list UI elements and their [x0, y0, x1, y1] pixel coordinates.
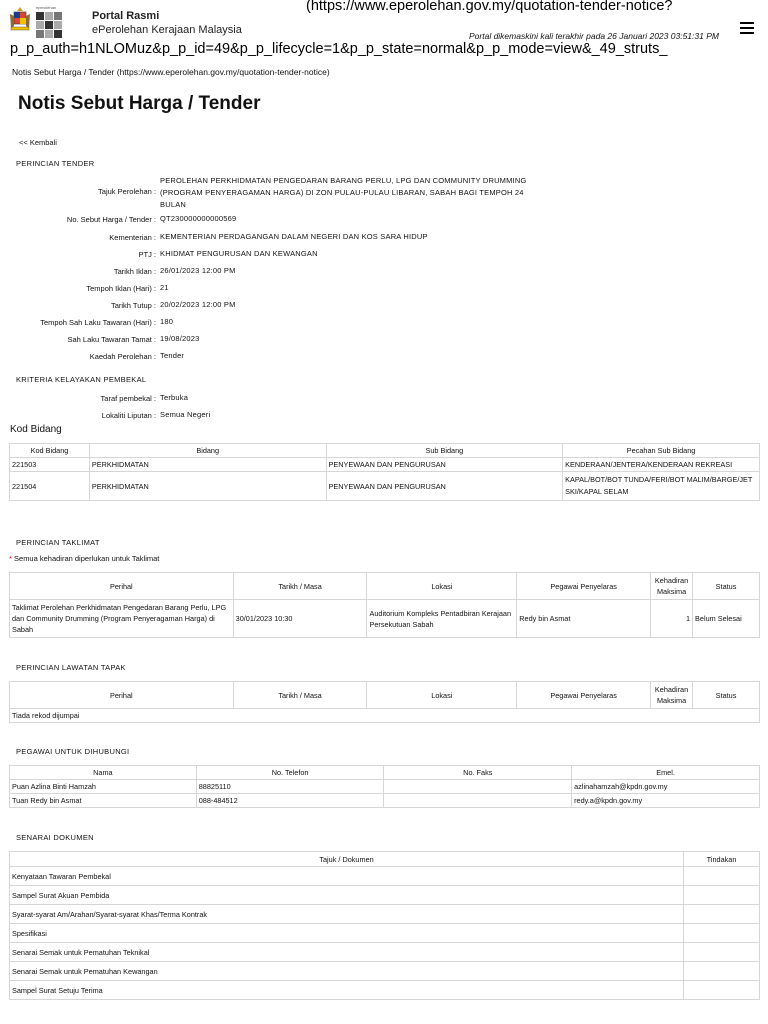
column-header: Sub Bidang — [326, 444, 563, 458]
value-ptj: KHIDMAT PENGURUSAN DAN KEWANGAN — [160, 249, 318, 258]
value-tarikh-iklan: 26/01/2023 12:00 PM — [160, 266, 236, 275]
section-heading-taklimat: PERINCIAN TAKLIMAT — [16, 538, 100, 547]
value-tajuk-perolehan: PEROLEHAN PERKHIDMATAN PENGEDARAN BARANG PERLU, LPG DAN COMMUNITY DRUMMING (PROGRAM PENYERAGAMAN HARGA) DI ZON PULAU-PULAU LIBARAN, SABAH BAGI TEMPOH 24 BULAN — [160, 176, 527, 209]
document-action[interactable] — [684, 886, 760, 905]
label-kaedah-perolehan: Kaedah Perolehan : — [89, 352, 156, 361]
table-header-row — [10, 573, 760, 600]
table-row — [10, 981, 760, 1000]
pegawai-table — [9, 765, 760, 808]
table-cell: KENDERAAN/JENTERA/KENDERAAN REKREASI — [563, 458, 760, 472]
value-kaedah-perolehan: Tender — [160, 351, 185, 360]
section-heading-dokumen: SENARAI DOKUMEN — [16, 833, 94, 842]
table-row — [10, 962, 760, 981]
table-cell — [384, 794, 572, 808]
table-cell: PENYEWAAN DAN PENGURUSAN — [326, 458, 563, 472]
label-taraf-pembekal: Taraf pembekal : — [100, 394, 156, 403]
coat-of-arms-icon — [8, 6, 32, 34]
kod-bidang-table — [9, 443, 760, 501]
column-header: Pecahan Sub Bidang — [563, 444, 760, 458]
column-header: Tarikh / Masa — [233, 573, 367, 600]
portal-subtitle: ePerolehan Kerajaan Malaysia — [92, 24, 242, 36]
table-cell: Belum Selesai — [693, 600, 760, 638]
column-header: No. Faks — [384, 766, 572, 780]
breadcrumb[interactable]: Notis Sebut Harga / Tender (https://www.eperolehan.gov.my/quotation-tender-notice) — [12, 67, 330, 77]
document-title: Senarai Semak untuk Pematuhan Teknikal — [10, 943, 684, 962]
table-row — [10, 472, 760, 501]
section-heading-pegawai: PEGAWAI UNTUK DIHUBUNGI — [16, 747, 130, 756]
eperolehan-logo-text: eperolehan — [36, 5, 57, 10]
document-title: Spesifikasi — [10, 924, 684, 943]
table-row — [10, 709, 760, 723]
label-sah-laku-tamat: Sah Laku Tawaran Tamat : — [67, 335, 156, 344]
back-link[interactable]: << Kembali — [19, 138, 57, 147]
column-header: Kehadiran Maksima — [651, 573, 693, 600]
column-header: Nama — [10, 766, 197, 780]
column-header: Lokasi — [367, 682, 517, 709]
value-sah-laku-tamat: 19/08/2023 — [160, 334, 200, 343]
document-action[interactable] — [684, 924, 760, 943]
label-no-sebut-harga: No. Sebut Harga / Tender : — [66, 215, 156, 224]
last-updated-note: Portal dikemaskini kali terakhir pada 26 Januari 2023 03:51:31 PM — [469, 31, 719, 41]
value-tarikh-tutup: 20/02/2023 12:00 PM — [160, 300, 236, 309]
section-heading-lawatan-tapak: PERINCIAN LAWATAN TAPAK — [16, 663, 126, 672]
column-header: Emel. — [572, 766, 760, 780]
portal-logo[interactable] — [8, 4, 92, 36]
table-row — [10, 943, 760, 962]
document-action[interactable] — [684, 867, 760, 886]
table-cell: Taklimat Perolehan Perkhidmatan Pengedaran Barang Perlu, LPG dan Community Drumming (Program Penyeragaman Harga) di Sabah — [10, 600, 234, 638]
column-header: Tajuk / Dokumen — [10, 852, 684, 867]
label-tarikh-iklan: Tarikh Iklan : — [113, 267, 156, 276]
required-asterisk: * — [9, 554, 12, 563]
document-title: Sampel Surat Setuju Terima — [10, 981, 684, 1000]
document-title: Kenyataan Tawaran Pembekal — [10, 867, 684, 886]
table-cell: 088-484512 — [196, 794, 384, 808]
column-header: Status — [693, 682, 760, 709]
column-header: Tarikh / Masa — [233, 682, 367, 709]
table-row — [10, 924, 760, 943]
document-action[interactable] — [684, 943, 760, 962]
column-header: Pegawai Penyelaras — [517, 682, 651, 709]
menu-icon[interactable] — [740, 22, 754, 34]
table-cell: 88825110 — [196, 780, 384, 794]
column-header: Kehadiran Maksima — [651, 682, 693, 709]
table-row — [10, 905, 760, 924]
table-cell: Tuan Redy bin Asmat — [10, 794, 197, 808]
table-cell: KAPAL/BOT/BOT TUNDA/FERI/BOT MALIM/BARGE/JET SKI/KAPAL SELAM — [563, 472, 760, 501]
label-tempoh-sah-laku: Tempoh Sah Laku Tawaran (Hari) : — [40, 318, 156, 327]
section-heading-perincian-tender: PERINCIAN TENDER — [16, 159, 95, 168]
page-url-line-1: (https://www.eperolehan.gov.my/quotation-tender-notice? — [306, 0, 673, 14]
table-cell: 221504 — [10, 472, 90, 501]
value-kementerian: KEMENTERIAN PERDAGANGAN DALAM NEGERI DAN KOS SARA HIDUP — [160, 232, 428, 241]
value-taraf-pembekal: Terbuka — [160, 393, 189, 402]
table-row — [10, 794, 760, 808]
table-header-row — [10, 444, 760, 458]
label-kementerian: Kementerian : — [109, 233, 156, 242]
taklimat-note — [9, 554, 159, 563]
value-tempoh-sah-laku: 180 — [160, 317, 174, 326]
table-cell: 1 — [651, 600, 693, 638]
table-cell: PERKHIDMATAN — [89, 458, 326, 472]
table-header-row — [10, 766, 760, 780]
table-row — [10, 458, 760, 472]
table-row — [10, 867, 760, 886]
table-row — [10, 886, 760, 905]
label-tempoh-iklan: Tempoh Iklan (Hari) : — [86, 284, 156, 293]
document-title: Syarat-syarat Am/Arahan/Syarat-syarat Khas/Terma Kontrak — [10, 905, 684, 924]
table-header-row — [10, 682, 760, 709]
table-header-row — [10, 852, 760, 867]
document-action[interactable] — [684, 962, 760, 981]
label-tajuk-perolehan: Tajuk Perolehan : — [98, 187, 156, 196]
document-title: Sampel Surat Akuan Pembida — [10, 886, 684, 905]
column-header: Pegawai Penyelaras — [517, 573, 651, 600]
eperolehan-logo — [36, 5, 66, 36]
dokumen-table — [9, 851, 760, 1000]
taklimat-table — [9, 572, 760, 638]
table-cell: PERKHIDMATAN — [89, 472, 326, 501]
label-lokaliti-liputan: Lokaliti Liputan : — [101, 411, 156, 420]
column-header: Perihal — [10, 573, 234, 600]
column-header: No. Telefon — [196, 766, 384, 780]
label-ptj: PTJ : — [138, 250, 156, 259]
taklimat-note-text: Semua kehadiran diperlukan untuk Taklimat — [14, 554, 160, 563]
value-tempoh-iklan: 21 — [160, 283, 169, 292]
label-tarikh-tutup: Tarikh Tutup : — [110, 301, 156, 310]
empty-records-text: Tiada rekod dijumpai — [10, 709, 760, 723]
email-link[interactable]: redy.a@kpdn.gov.my — [572, 794, 760, 808]
email-link[interactable]: azlinahamzah@kpdn.gov.my — [572, 780, 760, 794]
page-title: Notis Sebut Harga / Tender — [18, 93, 261, 114]
table-cell — [384, 780, 572, 794]
column-header: Lokasi — [367, 573, 517, 600]
document-action[interactable] — [684, 981, 760, 1000]
column-header: Status — [693, 573, 760, 600]
table-cell: PENYEWAAN DAN PENGURUSAN — [326, 472, 563, 501]
column-header: Tindakan — [684, 852, 760, 867]
table-cell: Redy bin Asmat — [517, 600, 651, 638]
lawatan-tapak-table — [9, 681, 760, 723]
column-header: Kod Bidang — [10, 444, 90, 458]
column-header: Bidang — [89, 444, 326, 458]
table-cell: 30/01/2023 10:30 — [233, 600, 367, 638]
table-cell: 221503 — [10, 458, 90, 472]
document-action[interactable] — [684, 905, 760, 924]
table-row — [10, 780, 760, 794]
value-no-sebut-harga: QT230000000000569 — [160, 214, 237, 223]
portal-title[interactable]: Portal Rasmi — [92, 10, 160, 22]
column-header: Perihal — [10, 682, 234, 709]
page-url-line-2: p_p_auth=h1NLOMuz&p_p_id=49&p_p_lifecycle=1&p_p_state=normal&p_p_mode=view&_49_struts_ — [10, 41, 668, 57]
section-heading-kriteria: KRITERIA KELAYAKAN PEMBEKAL — [16, 375, 147, 384]
value-lokaliti-liputan: Semua Negeri — [160, 410, 211, 419]
table-cell: Puan Azlina Binti Hamzah — [10, 780, 197, 794]
table-cell: Auditorium Kompleks Pentadbiran Kerajaan Persekutuan Sabah — [367, 600, 517, 638]
table-row — [10, 600, 760, 638]
kod-bidang-heading: Kod Bidang — [10, 424, 62, 435]
document-title: Senarai Semak untuk Pematuhan Kewangan — [10, 962, 684, 981]
